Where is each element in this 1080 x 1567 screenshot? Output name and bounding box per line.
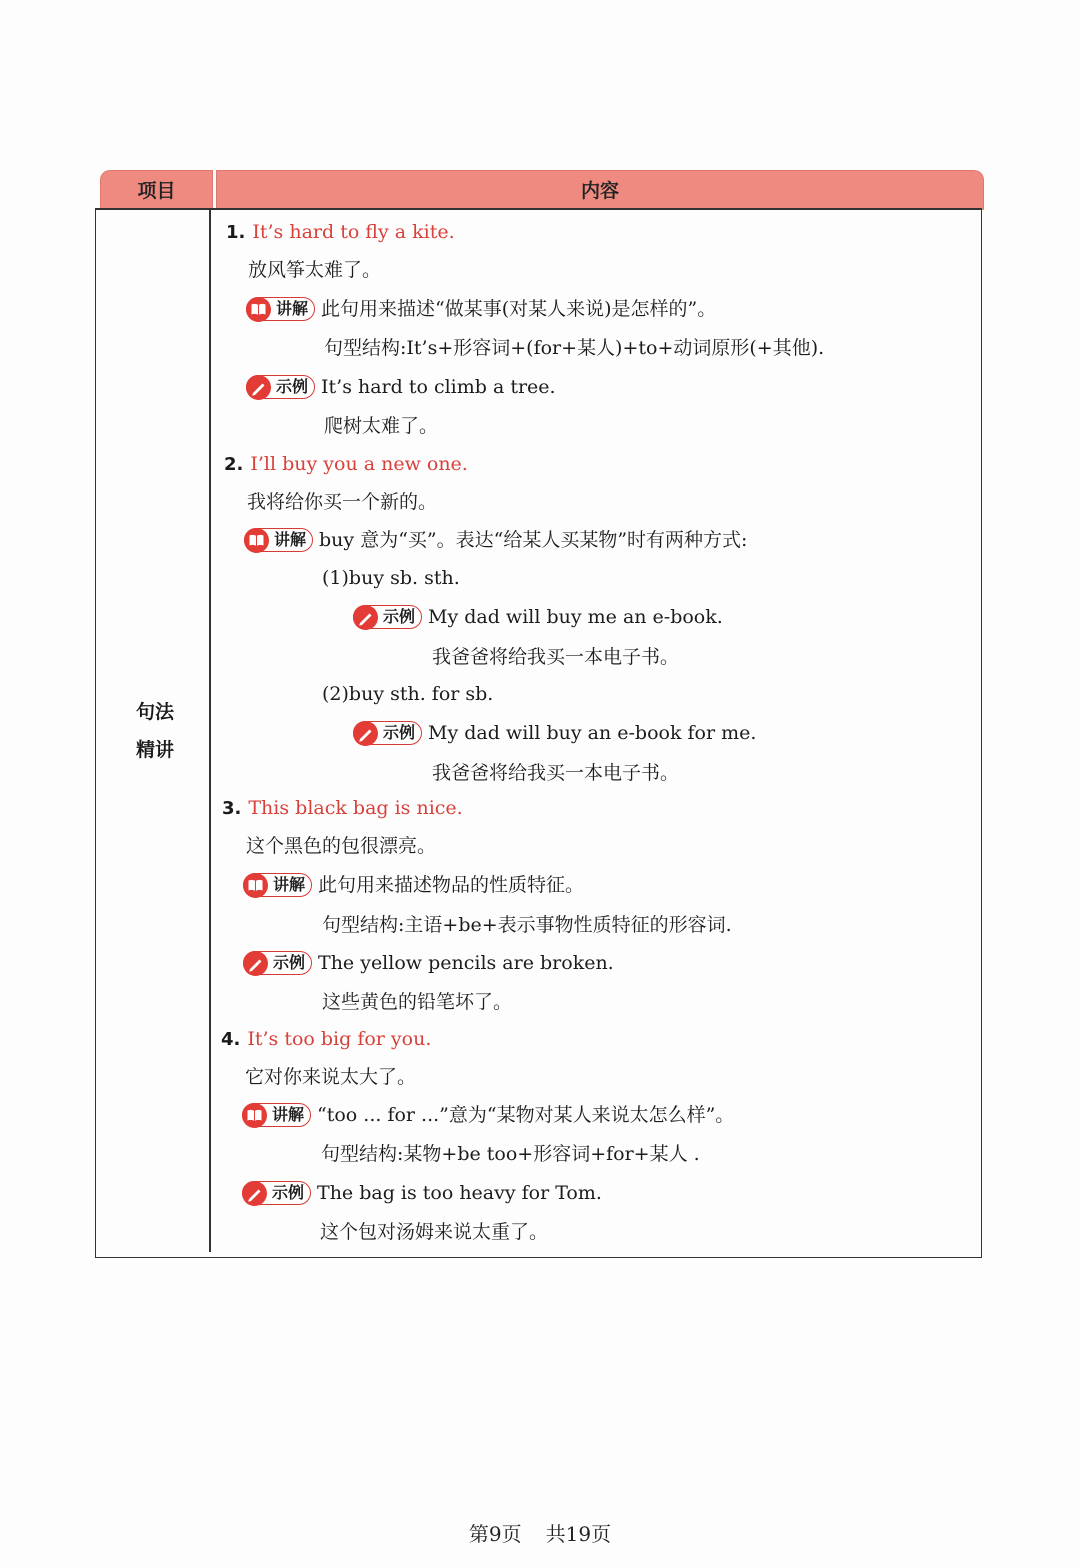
sentence-1-explain: 此句用来描述“做某事(对某人来说)是怎样的”。	[321, 298, 717, 320]
example-tag	[353, 721, 422, 745]
sentence-4-structure: 句型结构:某物+be too+形容词+for+某人 .	[321, 1143, 700, 1165]
explain-tag-label: 讲解	[273, 875, 306, 894]
sentence-1-explain-line	[246, 297, 716, 321]
explain-tag-label: 讲解	[272, 1105, 305, 1124]
sentence-3-explain-line	[243, 873, 584, 897]
item-name-line-1: 句法	[135, 701, 174, 723]
sentence-1-translation: 放风筝太难了。	[248, 259, 382, 281]
sentence-3-structure: 句型结构:主语+be+表示事物性质特征的形容词.	[322, 914, 732, 936]
sentence-2-example-1-line	[353, 605, 723, 629]
sentence-4-explain: “too ... for ...”意为“某物对某人来说太怎么样”。	[317, 1104, 735, 1126]
item-name-line-2: 精讲	[135, 739, 174, 761]
explain-tag-label: 讲解	[276, 299, 309, 318]
sentence-1-line	[226, 220, 455, 245]
pen-icon	[353, 721, 378, 746]
example-tag-label: 示例	[276, 377, 309, 396]
sentence-1-english: It’s hard to fly a kite.	[252, 221, 455, 243]
sentence-3-example-line	[243, 951, 614, 975]
sentence-2-translation: 我将给你买一个新的。	[247, 491, 438, 513]
sentence-4-example-line	[242, 1181, 602, 1205]
explain-tag	[244, 528, 313, 552]
sentence-2-example-2-english: My dad will buy an e-book for me.	[428, 722, 757, 744]
sentence-1-example-translation: 爬树太难了。	[324, 415, 439, 437]
sentence-2-explain-line	[244, 528, 747, 552]
book-icon	[246, 297, 271, 322]
sentence-2-example-1-english: My dad will buy me an e-book.	[428, 606, 723, 628]
sentence-3-translation: 这个黑色的包很漂亮。	[246, 835, 437, 857]
sentence-2-way-2: (2)buy sth. for sb.	[322, 683, 494, 705]
explain-tag	[243, 873, 312, 897]
pen-icon	[353, 605, 378, 630]
sentence-2-example-2-line	[353, 721, 756, 745]
sentence-1-number: 1.	[226, 222, 246, 243]
book-icon	[242, 1103, 267, 1128]
sentence-2-english: I’ll buy you a new one.	[250, 453, 468, 475]
column-header-item: 项目	[100, 170, 213, 210]
sentence-1-example-line	[246, 375, 556, 399]
sentence-4-explain-line	[242, 1103, 734, 1127]
page-total: 共19页	[545, 1522, 612, 1546]
sentence-3-number: 3.	[222, 798, 242, 819]
sentence-3-example-translation: 这些黄色的铅笔坏了。	[322, 991, 513, 1013]
sentence-2-example-1-translation: 我爸爸将给我买一本电子书。	[432, 646, 680, 668]
example-tag-label: 示例	[383, 607, 416, 626]
example-tag-label: 示例	[273, 953, 306, 972]
example-tag-label: 示例	[383, 723, 416, 742]
pen-icon	[242, 1181, 267, 1206]
example-tag	[353, 605, 422, 629]
pen-icon	[246, 375, 271, 400]
sentence-2-explain: buy 意为“买”。表达“给某人买某物”时有两种方式:	[319, 529, 748, 551]
explain-tag	[242, 1103, 311, 1127]
sentence-2-example-2-translation: 我爸爸将给我买一本电子书。	[432, 762, 680, 784]
sentence-2-number: 2.	[224, 454, 244, 475]
sentence-3-english: This black bag is nice.	[248, 797, 463, 819]
page-footer	[0, 1518, 1080, 1547]
book-icon	[243, 873, 268, 898]
explain-tag-label: 讲解	[274, 530, 307, 549]
book-icon	[244, 528, 269, 553]
sentence-3-line	[222, 796, 463, 821]
sentence-2-line	[224, 452, 468, 477]
example-tag-label: 示例	[272, 1183, 305, 1202]
column-header-content: 内容	[216, 170, 984, 210]
sentence-3-example-english: The yellow pencils are broken.	[318, 952, 614, 974]
sentence-4-english: It’s too big for you.	[247, 1028, 432, 1050]
sentence-4-translation: 它对你来说太大了。	[245, 1066, 417, 1088]
sentence-2-way-1: (1)buy sb. sth.	[322, 567, 460, 589]
sentence-1-example-english: It’s hard to climb a tree.	[321, 376, 556, 398]
sentence-4-number: 4.	[221, 1029, 241, 1050]
explain-tag	[246, 297, 315, 321]
example-tag	[246, 375, 315, 399]
sentence-1-structure: 句型结构:It’s+形容词+(for+某人)+to+动词原形(+其他).	[324, 337, 825, 359]
sentence-4-example-english: The bag is too heavy for Tom.	[317, 1182, 602, 1204]
example-tag	[243, 951, 312, 975]
example-tag	[242, 1181, 311, 1205]
sentence-3-explain: 此句用来描述物品的性质特征。	[318, 874, 585, 896]
sentence-4-line	[221, 1027, 431, 1052]
sentence-4-example-translation: 这个包对汤姆来说太重了。	[320, 1221, 549, 1243]
page-number: 第9页	[468, 1522, 522, 1546]
pen-icon	[243, 951, 268, 976]
